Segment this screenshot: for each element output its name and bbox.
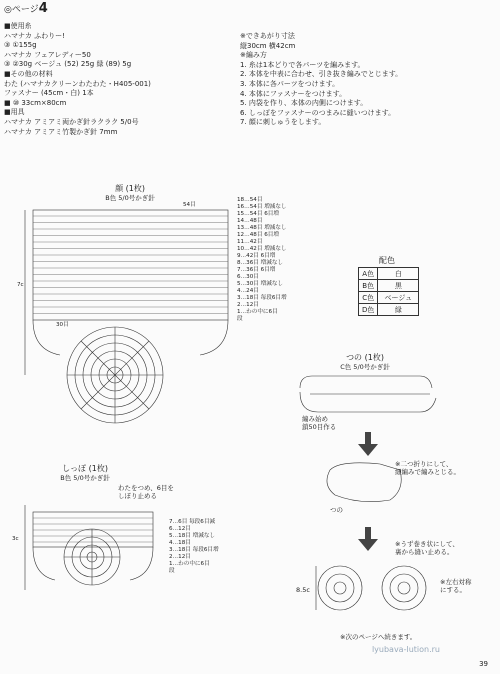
face-left-dim: 7c	[17, 282, 24, 288]
tail-note: わたをつめ、6目を しぼり止める	[118, 484, 174, 500]
face-subtitle: B色 5/0号かぎ針	[105, 194, 155, 202]
colors-title: 配色	[379, 256, 395, 265]
horn-symmetry-note: ※左右対称 にする。	[440, 578, 472, 594]
table-row: A色 白	[359, 268, 419, 280]
step-line: ※編み方	[240, 51, 267, 60]
material-line: ③ ①155g	[4, 41, 37, 50]
table-row: C色 ベージュ	[359, 292, 419, 304]
folded-horn-shape	[327, 463, 401, 502]
step-line: 6. しっぽをファスナーのつまみに縫いつけます。	[240, 108, 396, 117]
table-row: D色 緑	[359, 304, 419, 316]
color-table	[358, 267, 419, 316]
next-page-note: ※次のページへ続きます。	[340, 633, 417, 641]
material-line: ハマナカ フェアレディー50	[4, 50, 91, 59]
arrow-down-icon	[358, 527, 378, 551]
material-line: ③ ②30g ベージュ (52) 25g 緑 (89) 5g	[4, 60, 132, 69]
tail-circle-chart	[64, 529, 120, 585]
step-line: 2. 本体を中表に合わせ、引き抜き編みでとじます。	[240, 70, 403, 79]
tail-left-dim: 3c	[12, 536, 19, 542]
material-line: ■その他の材料	[4, 69, 53, 78]
material-line: ■ ⑩ 33cm×80cm	[4, 98, 67, 107]
material-line: ■使用糸	[4, 22, 32, 30]
face-chart-frame	[33, 210, 228, 320]
face-side-curves	[33, 320, 228, 355]
page-number: 39	[479, 660, 488, 668]
step-line: 4. 本体にファスナーをつけます。	[240, 89, 347, 98]
step-line: 5. 内袋を作り、本体の内側につけます。	[240, 99, 368, 108]
arrow-down-icon	[358, 432, 378, 456]
face-bottom-count: 30目	[56, 322, 69, 328]
step-line: 縦30cm 横42cm	[240, 41, 296, 50]
tail-subtitle: B色 5/0号かぎ針	[60, 474, 110, 482]
face-chart-rows	[33, 216, 228, 314]
table-row: B色 黒	[359, 280, 419, 292]
spiral-right-icon	[382, 566, 426, 610]
step-line: 7. 顔に刺しゅうをします。	[240, 118, 326, 127]
step-line: ※できあがり寸法	[240, 32, 295, 40]
face-top-count: 54目	[183, 202, 196, 208]
material-line: ハマナカ アミアミ両かぎ針ラクラク 5/0号	[4, 117, 139, 126]
material-line: ハマナカ ふわりー!	[4, 31, 65, 40]
page-header: ◎ページ4	[4, 1, 48, 16]
face-row-labels: 18…54目 16…54目 増減なし 15…54目 6目増 14…48目 13…48目 増減なし 12…48目 6目増 11…42目 10…42目 増減なし 9…42目 6目増 8…36目 増減なし 7…36目 6目増 6…30目 5…30目 増減なし 4…24目 3…18目 毎段6目増 2…12目 1…わの中に6目 段	[237, 197, 287, 322]
material-line: ハマナカ アミアミ竹製かぎ針 7mm	[4, 127, 118, 136]
horn-chart	[300, 376, 436, 412]
face-title: 顔 (1枚)	[115, 184, 145, 193]
spiral-left-icon	[318, 566, 362, 610]
tail-row-labels: 7…6目 毎段6目減 6…12目 5…18目 増減なし 4…18目 3…18目 毎段6目増 2…12目 1…わの中に6目 段	[169, 519, 219, 574]
horn-title: つの (1枚)	[346, 353, 384, 362]
horn-start: 編み始め 鎖50目作る	[302, 415, 337, 431]
step-line: 3. 本体に各パーツをつけます。	[240, 79, 340, 88]
step-line: 1. 糸は1本どりで各パーツを編みます。	[240, 60, 365, 69]
horn-dim: 8.5c	[296, 586, 310, 594]
horn-subtitle: C色 5/0号かぎ針	[340, 363, 390, 371]
material-line: わた (ハマナカクリーンわたわた・H405-001)	[4, 79, 151, 88]
tail-chart-rows	[33, 518, 153, 542]
tail-chart-frame	[33, 512, 153, 547]
horn-label: つの	[330, 506, 343, 514]
material-line: ファスナー (45cm・白) 1本	[4, 89, 94, 98]
tail-title: しっぽ (1枚)	[62, 464, 108, 473]
watermark: lyubava-lution.ru	[371, 645, 440, 654]
face-circle-chart	[67, 327, 163, 423]
horn-fold-note: ※二つ折りにして、 細編みで編みとじる。	[395, 460, 460, 476]
horn-spiral-note: ※うず巻き状にして、 裏から縫い止める。	[395, 540, 459, 556]
material-line: ■用具	[4, 108, 25, 117]
